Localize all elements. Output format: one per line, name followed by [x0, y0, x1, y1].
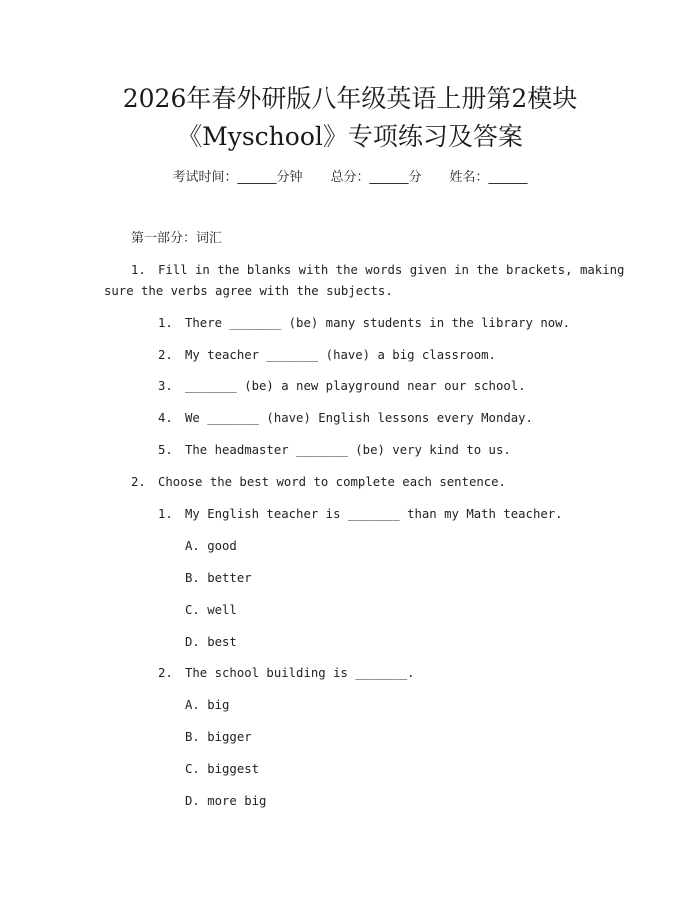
q1-item-number: 5. [158, 443, 173, 457]
total-score-field: 总分：______分 [330, 170, 422, 185]
answer-option: C. biggest [185, 762, 260, 776]
answer-option: C. well [185, 603, 237, 617]
q1-item-text: We _______ (have) English lessons every Monday. [185, 411, 533, 425]
answer-option: B. better [185, 571, 252, 585]
q2-item-text: The school building is _______. [185, 666, 415, 680]
student-name-field: 姓名：______ [449, 170, 528, 185]
q2-item-text: My English teacher is _______ than my Math teacher. [185, 507, 563, 521]
q1-item-text: There _______ (be) many students in the library now. [185, 316, 570, 330]
answer-option: D. best [185, 635, 237, 649]
q1-item-number: 2. [158, 348, 173, 362]
q2-item-number: 1. [158, 507, 173, 521]
answer-option: A. big [185, 698, 230, 712]
question-1-text-line-1: Fill in the blanks with the words given in the brackets, making [158, 263, 625, 277]
question-1-text-line-2: sure the verbs agree with the subjects. [104, 284, 393, 298]
question-1-number: 1. [131, 263, 146, 277]
q1-item-number: 3. [158, 379, 173, 393]
document-title-line-1: 2026年春外研版八年级英语上册第2模块 [122, 84, 578, 113]
q1-item-number: 4. [158, 411, 173, 425]
document-title-line-2: 《Myschool》专项练习及答案 [177, 122, 523, 151]
answer-option: D. more big [185, 794, 267, 808]
section-heading: 第一部分：词汇 [131, 231, 223, 246]
q1-item-text: _______ (be) a new playground near our school. [185, 379, 526, 393]
q1-item-number: 1. [158, 316, 173, 330]
question-2-text: Choose the best word to complete each sentence. [158, 475, 506, 489]
exam-time-field: 考试时间：______分钟 [172, 170, 303, 185]
q1-item-text: My teacher _______ (have) a big classroom. [185, 348, 496, 362]
q1-item-text: The headmaster _______ (be) very kind to us. [185, 443, 511, 457]
answer-option: A. good [185, 539, 237, 553]
exam-info-bar [0, 170, 700, 186]
answer-option: B. bigger [185, 730, 252, 744]
question-2-number: 2. [131, 475, 146, 489]
q2-item-number: 2. [158, 666, 173, 680]
